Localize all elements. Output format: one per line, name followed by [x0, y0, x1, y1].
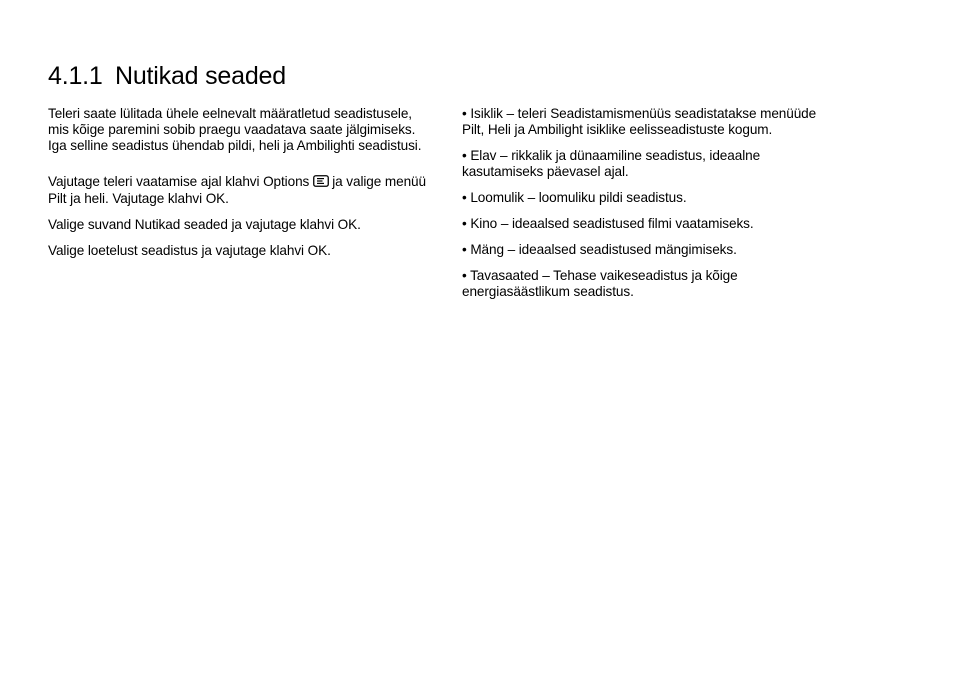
list-item-mang: • Mäng – ideaalsed seadistused mängimiseks.: [462, 242, 737, 257]
step-smart-settings: Valige suvand Nutikad seaded ja vajutage klahvi OK.: [48, 217, 361, 232]
step-options-text: Vajutage teleri vaatamise ajal klahvi Options: [48, 174, 310, 189]
step-options-text-cont: ja valige menüü Pilt ja heli. Vajutage klahvi OK.: [48, 174, 426, 206]
section-title: Nutikad seaded: [115, 62, 286, 90]
section-heading: [48, 60, 286, 92]
intro-paragraph: Teleri saate lülitada ühele eelnevalt määratletud seadistusele, mis kõige paremini sobib praegu vaadatava saate jälgimiseks. Iga selline seadistus ühendab pildi, heli ja Ambilighti seadistusi.: [48, 106, 422, 153]
left-column: [48, 106, 432, 269]
step-options-paragraph: [48, 174, 432, 207]
options-icon: [313, 175, 329, 191]
section-number: 4.1.1: [48, 62, 103, 90]
list-item-tavasaated: • Tavasaated – Tehase vaikeseadistus ja kõige energiasäästlikum seadistus.: [462, 268, 738, 299]
step-select-setting: Valige loetelust seadistus ja vajutage klahvi OK.: [48, 243, 331, 258]
list-item-isiklik: • Isiklik – teleri Seadistamismenüüs seadistatakse menüüde Pilt, Heli ja Ambilight isiklike eelisseadistuste kogum.: [462, 106, 817, 137]
list-item-loomulik: • Loomulik – loomuliku pildi seadistus.: [462, 190, 687, 205]
list-item-kino: • Kino – ideaalsed seadistused filmi vaatamiseks.: [462, 216, 754, 231]
list-item-elav: • Elav – rikkalik ja dünaamiline seadistus, ideaalne kasutamiseks päevasel ajal.: [462, 148, 761, 179]
right-column: [462, 106, 834, 310]
